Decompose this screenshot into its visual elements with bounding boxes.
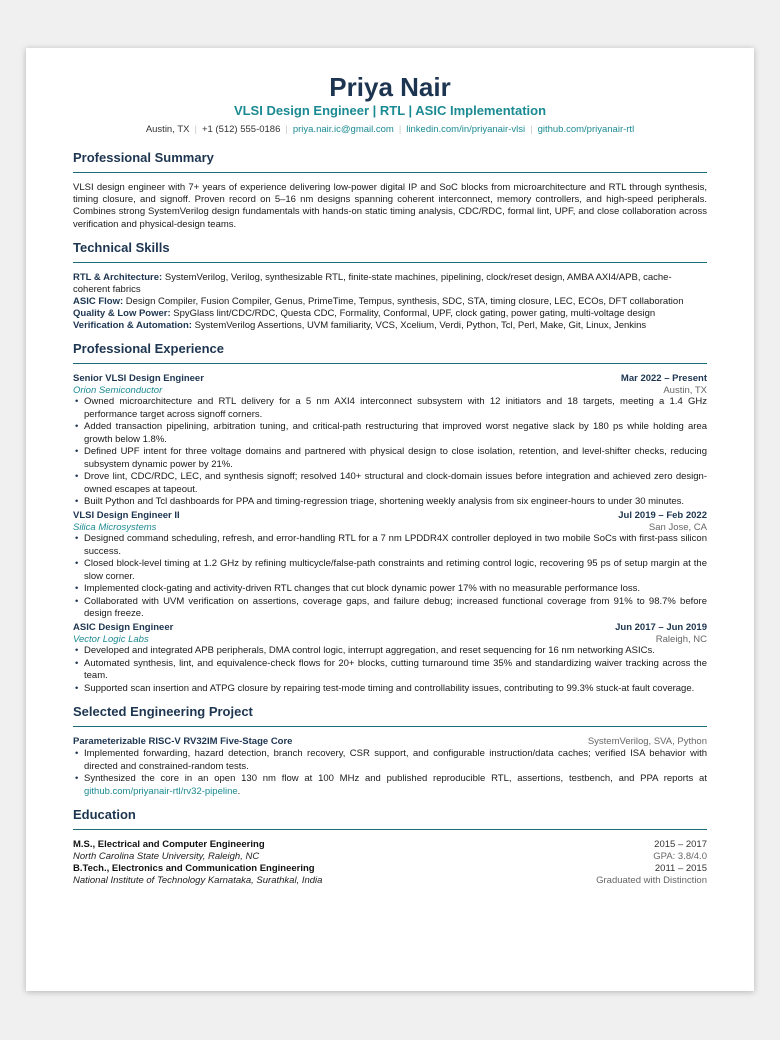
job-bullet: • Defined UPF intent for three voltage domains and partnered with physical design to close isolation, retention, and level-shifter checks, reducing subsystem dynamic power by 21%. — [73, 446, 707, 471]
experience-section — [73, 341, 707, 696]
education-note: Graduated with Distinction — [596, 875, 707, 887]
skill-label: RTL & Architecture: — [73, 271, 163, 283]
resume-page — [26, 48, 754, 991]
skill-value: SystemVerilog Assertions, UVM familiarity, VCS, Xcelium, Verdi, Python, Tcl, Perl, Make, Git, Linux, Jenkins — [191, 319, 647, 331]
job-bullet: • Collaborated with UVM verification on assertions, coverage gaps, and failure debug; increased functional coverage from 91% to 98.7% before design freeze. — [73, 596, 707, 621]
project-repo-link[interactable]: github.com/priyanair-rtl/rv32-pipeline — [84, 785, 238, 797]
job-location: Austin, TX — [663, 384, 707, 396]
job-bullet: • Supported scan insertion and ATPG closure by repairing test-mode timing and controllability issues, contributing to 99.3% stuck-at fault coverage. — [73, 683, 707, 696]
job-bullet: • Closed block-level timing at 1.2 GHz by refining multicycle/false-path constraints and retiming control logic, recovering 95 ps of setup margin at the slow corner. — [73, 558, 707, 583]
skill-value: SystemVerilog, Verilog, synthesizable RTL, finite-state machines, pipelining, clock/reset design, AMBA AXI4/APB, cache-coherent fabrics — [73, 271, 672, 295]
project-section — [73, 704, 707, 798]
job-entry — [73, 373, 707, 509]
project-stack: SystemVerilog, SVA, Python — [587, 736, 707, 748]
job-dates: Jul 2019 – Feb 2022 — [618, 509, 707, 521]
job-title: Senior VLSI Design Engineer — [73, 372, 204, 384]
education-note: GPA: 3.8/4.0 — [653, 851, 707, 863]
education-entry — [73, 839, 707, 863]
job-bullet: • Designed command scheduling, refresh, and error-handling RTL for a 7 nm LPDDR4X controller deployed in two mobile SoCs with first-pass silicon success. — [73, 533, 707, 558]
summary-title: Professional Summary — [73, 150, 214, 165]
contact-linkedin-link[interactable]: linkedin.com/in/priyanair-vlsi — [406, 124, 526, 135]
skill-value: SpyGlass lint/CDC/RDC, Questa CDC, Formality, Conformal, UPF, clock gating, power gating, multi-voltage design — [170, 307, 656, 319]
project-bullet-text: Synthesized the core in an open 130 nm flow at 100 MHz and published reproducible RTL, assertions, testbench, and PPA reports at — [84, 773, 707, 785]
skill-label: Quality & Low Power: — [73, 307, 171, 319]
skill-row — [73, 308, 707, 320]
section-divider — [73, 829, 707, 830]
skill-row — [73, 272, 707, 296]
section-divider — [73, 363, 707, 364]
job-bullets — [73, 396, 707, 509]
job-bullet: • Developed and integrated APB peripherals, DMA control logic, interrupt aggregation, and reset sequencing for 16 nm networking ASICs. — [73, 645, 707, 658]
job-bullet: • Added transaction pipelining, arbitration tuning, and critical-path restructuring that improved worst negative slack by 180 ps while holding area growth below 1.8%. — [73, 421, 707, 446]
job-bullets — [73, 645, 707, 695]
job-company: Vector Logic Labs — [73, 633, 149, 645]
section-divider — [73, 262, 707, 263]
job-entry — [73, 622, 707, 696]
job-bullet: • Built Python and Tcl dashboards for PPA and timing-regression triage, shortening weekly analysis from six engineer-hours to under 30 minutes. — [73, 496, 707, 509]
resume-content — [73, 72, 707, 887]
job-bullet: • Implemented clock-gating and activity-driven RTL changes that cut block dynamic power 17% with no measurable performance loss. — [73, 583, 707, 596]
contact-location: Austin, TX — [145, 124, 190, 135]
job-bullets — [73, 533, 707, 621]
skill-row — [73, 320, 707, 332]
education-degree: B.Tech., Electronics and Communication Engineering — [73, 863, 315, 875]
contact-separator: | — [530, 124, 533, 135]
contact-separator: | — [285, 124, 288, 135]
contact-email-link[interactable]: priya.nair.ic@gmail.com — [292, 124, 394, 135]
summary-text: VLSI design engineer with 7+ years of experience delivering low-power digital IP and SoC blocks from microarchitecture and RTL through synthesis, timing closure, and signoff. Proven record on 5–16 nm designs spanning coherent interconnect, memory controllers, and high-speed peripherals. Combines strong SystemVerilog design fundamentals with hands-on static timing analysis, CDC/RDC, formal lint, UPF, and close collaboration across verification and physical-design teams. — [73, 182, 707, 230]
contact-separator: | — [398, 124, 402, 135]
job-dates: Jun 2017 – Jun 2019 — [615, 621, 707, 633]
project-title: Selected Engineering Project — [73, 704, 253, 720]
education-section — [73, 807, 707, 887]
contact-github-link[interactable]: github.com/priyanair-rtl — [537, 124, 635, 135]
contact-line — [73, 123, 707, 136]
education-school: North Carolina State University, Raleigh, NC — [73, 851, 260, 863]
education-entry — [73, 863, 707, 887]
skills-title: Technical Skills — [73, 239, 170, 255]
education-title: Education — [73, 807, 136, 823]
job-location: San Jose, CA — [648, 521, 707, 533]
education-degree: M.S., Electrical and Computer Engineering — [73, 839, 265, 851]
job-location: Raleigh, NC — [655, 633, 707, 645]
summary-section — [73, 150, 707, 231]
project-bullet: • Implemented forwarding, hazard detection, branch recovery, CSR support, and configurable instruction/data caches; verified ISA behavior with directed and constrained-random tests. — [73, 748, 707, 773]
job-entry — [73, 510, 707, 621]
contact-separator: | — [194, 124, 197, 135]
candidate-name: Priya Nair — [329, 72, 451, 102]
project-bullet — [73, 773, 707, 798]
experience-title: Professional Experience — [73, 340, 225, 356]
project-bullets — [73, 748, 707, 798]
candidate-headline: VLSI Design Engineer | RTL | ASIC Implementation — [233, 103, 547, 118]
job-bullet: • Drove lint, CDC/RDC, LEC, and synthesis signoff; resolved 140+ structural and clock-domain issues before integration and achieved zero design-owned escapes at tapeout. — [73, 471, 707, 496]
contact-phone: +1 (512) 555-0186 — [201, 124, 281, 135]
job-dates: Mar 2022 – Present — [620, 372, 707, 384]
education-school: National Institute of Technology Karnataka, Surathkal, India — [73, 875, 323, 887]
job-bullet: • Owned microarchitecture and RTL delivery for a 5 nm AXI4 interconnect subsystem with 12 initiators and 18 targets, meeting a 1.4 GHz performance target across signoff corners. — [73, 396, 707, 421]
skills-section — [73, 240, 707, 332]
skill-label: Verification & Automation: — [73, 319, 192, 331]
skill-value: Design Compiler, Fusion Compiler, Genus, PrimeTime, Tempus, synthesis, SDC, STA, timing closure, LEC, ECOs, DFT collaboration — [123, 295, 684, 307]
skill-row — [73, 296, 707, 308]
education-years: 2015 – 2017 — [654, 839, 707, 851]
section-divider — [73, 726, 707, 727]
job-title: ASIC Design Engineer — [73, 621, 174, 633]
job-bullet: • Automated synthesis, lint, and equivalence-check flows for 20+ blocks, cutting turnaround time 35% and standardizing waiver tracking across the team. — [73, 658, 707, 683]
project-bullet-end: . — [237, 785, 241, 797]
skill-label: ASIC Flow: — [73, 295, 124, 307]
job-company: Silica Microsystems — [73, 521, 157, 533]
project-name: Parameterizable RISC-V RV32IM Five-Stage Core — [73, 736, 293, 748]
education-years: 2011 – 2015 — [654, 863, 707, 875]
job-title: VLSI Design Engineer II — [73, 509, 180, 521]
job-company: Orion Semiconductor — [73, 384, 163, 396]
section-divider — [73, 172, 707, 173]
